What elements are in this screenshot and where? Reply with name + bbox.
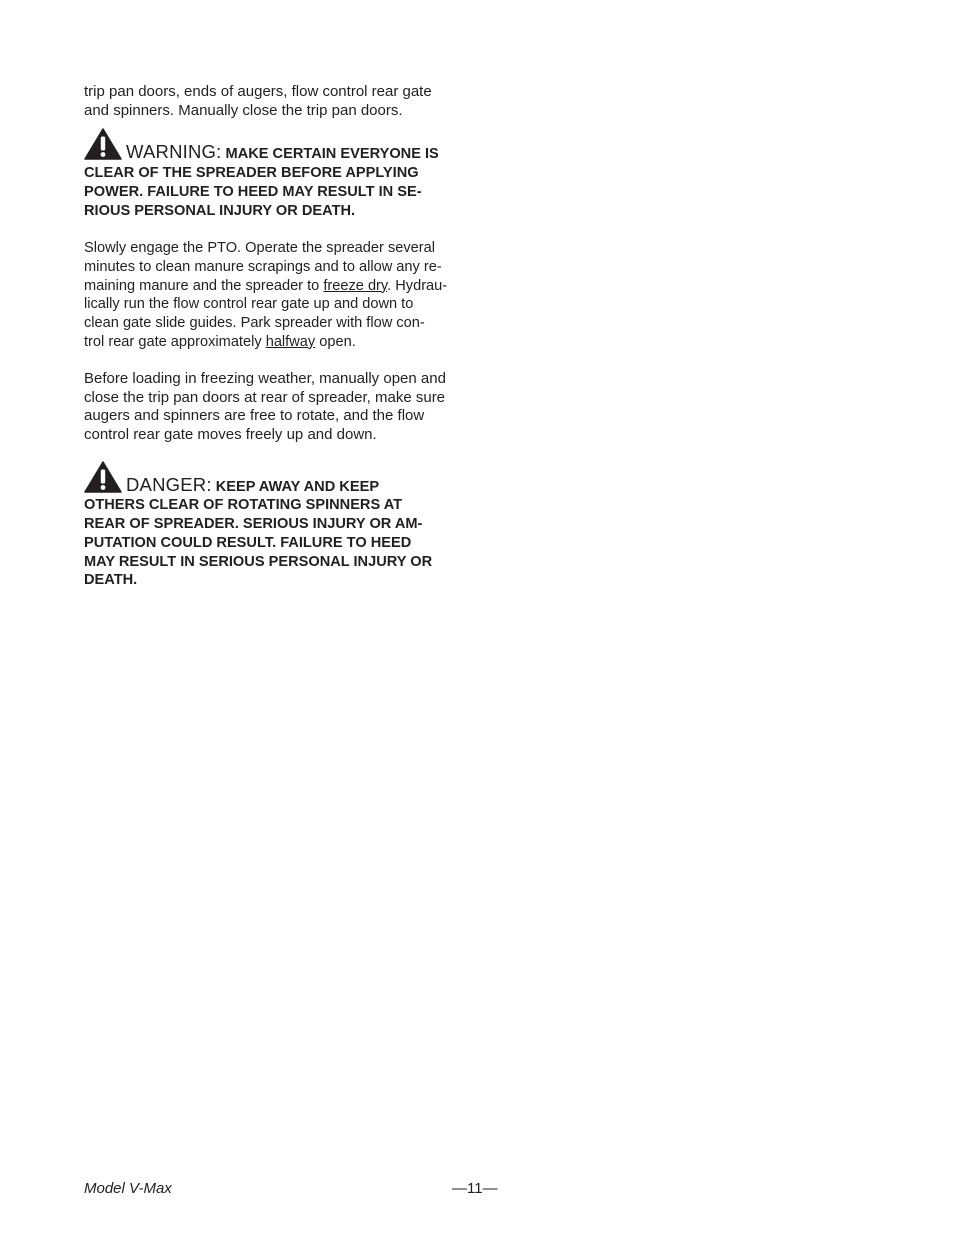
footer-model-name: Model V-Max xyxy=(84,1180,172,1197)
danger-text-line: MAY RESULT IN SERIOUS PERSONAL INJURY OR xyxy=(84,553,433,570)
danger-text-line: KEEP AWAY AND KEEP xyxy=(215,478,380,495)
danger-text-line: OTHERS CLEAR OF ROTATING SPINNERS AT xyxy=(84,497,403,514)
text-line: close the trip pan doors at rear of spreader, make sure xyxy=(84,388,446,406)
text-line: control rear gate moves freely up and down. xyxy=(84,426,377,444)
text-line: trip pan doors, ends of augers, flow control rear gate xyxy=(84,83,432,100)
footer-page-number: —11— xyxy=(452,1180,498,1197)
content-column xyxy=(84,83,464,590)
text-line: minutes to clean manure scrapings and to allow any re- xyxy=(84,258,442,275)
warning-heading xyxy=(84,128,464,164)
danger-keyword: DANGER: xyxy=(126,473,212,495)
text-line: Slowly engage the PTO. Operate the spreader several xyxy=(84,240,435,257)
text-line: augers and spinners are free to rotate, and the flow xyxy=(84,407,425,425)
warning-triangle-icon xyxy=(84,128,122,160)
warning-text-line: MAKE CERTAIN EVERYONE IS xyxy=(225,146,439,163)
warning-keyword: WARNING: xyxy=(126,141,222,163)
paragraph-freezing xyxy=(84,370,464,445)
text-line: clean gate slide guides. Park spreader with flow con- xyxy=(84,315,425,332)
text-line: and spinners. Manually close the trip pan doors. xyxy=(84,101,403,119)
warning-block xyxy=(84,128,464,220)
warning-text-line: POWER. FAILURE TO HEED MAY RESULT IN SE- xyxy=(84,183,422,200)
intro-paragraph xyxy=(84,83,464,120)
text-line: trol rear gate approximately halfway open. xyxy=(84,333,356,350)
underlined-term: halfway xyxy=(265,333,316,350)
danger-text-line: DEATH. xyxy=(84,572,138,589)
danger-text-line: PUTATION COULD RESULT. FAILURE TO HEED xyxy=(84,534,412,551)
paragraph-pto xyxy=(84,239,464,351)
danger-block xyxy=(84,461,464,590)
text-line: Before loading in freezing weather, manually open and xyxy=(84,369,446,387)
danger-heading xyxy=(84,461,464,497)
text-line: maining manure and the spreader to freeze dry. Hydrau- xyxy=(84,277,448,294)
warning-triangle-icon xyxy=(84,461,122,493)
text-line: lically run the flow control rear gate up and down to xyxy=(84,296,414,313)
warning-text-line: RIOUS PERSONAL INJURY OR DEATH. xyxy=(84,202,356,219)
underlined-term: freeze dry xyxy=(323,277,388,294)
warning-text-line: CLEAR OF THE SPREADER BEFORE APPLYING xyxy=(84,165,419,182)
danger-text-line: REAR OF SPREADER. SERIOUS INJURY OR AM- xyxy=(84,516,423,533)
